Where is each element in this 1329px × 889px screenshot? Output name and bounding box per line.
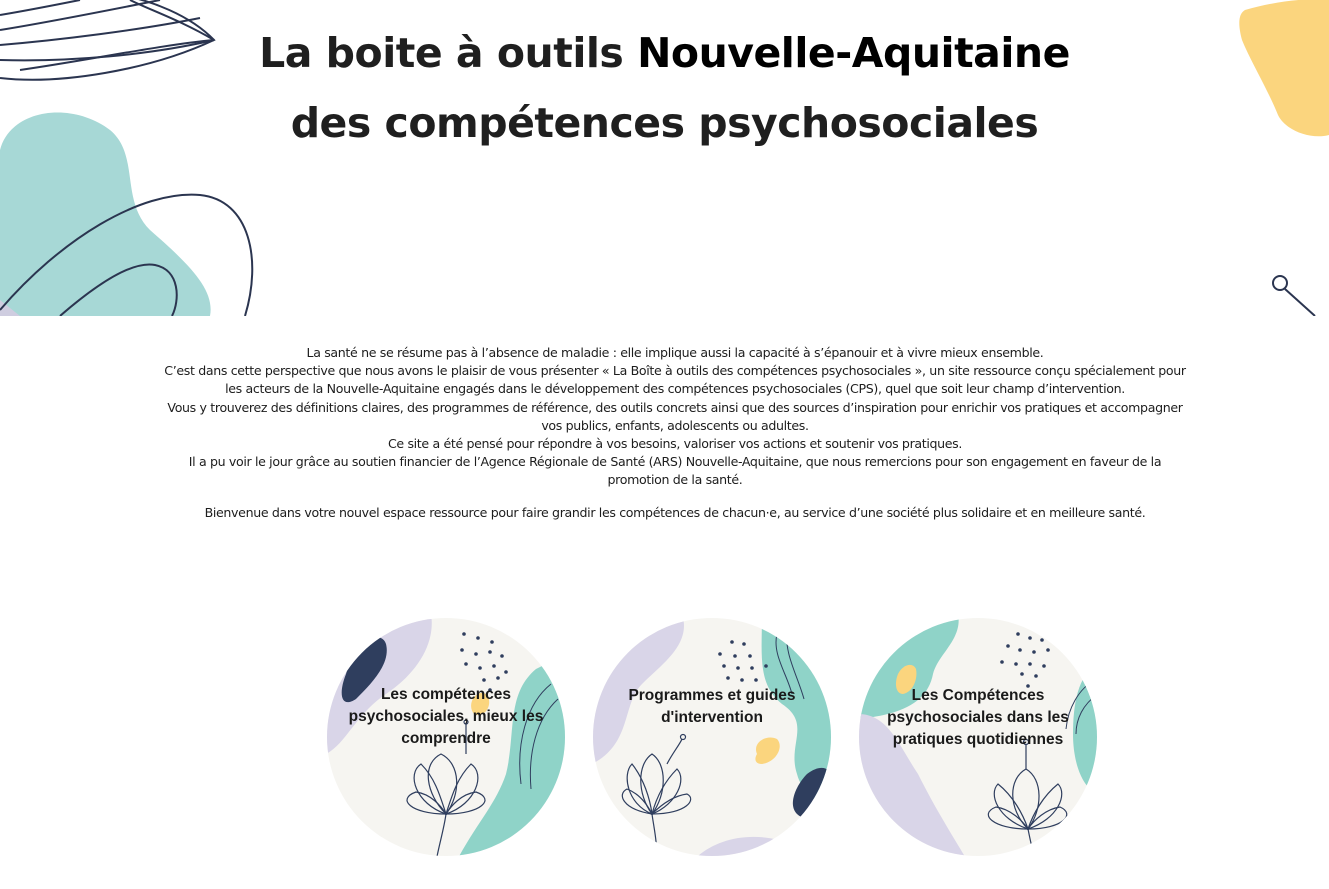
card-label-line: Les Compétences bbox=[911, 687, 1045, 704]
page-title bbox=[0, 18, 1329, 158]
card-understanding-cps[interactable] bbox=[326, 614, 566, 862]
pin-line-icon bbox=[1273, 276, 1315, 316]
intro-paragraph: Vous y trouverez des définitions claires, des programmes de référence, des outils concrets ainsi que des sources d’inspiration pour enrichir vos pratiques et accompagner vos publics, enfants, adolescents ou adultes. bbox=[167, 399, 1183, 433]
card-label-line: Programmes et guides bbox=[628, 687, 796, 704]
card-programs-guides[interactable] bbox=[592, 614, 832, 862]
card-label-line: Les compétences bbox=[380, 686, 512, 703]
card-label bbox=[592, 685, 832, 729]
card-illustration bbox=[592, 614, 832, 862]
card-label-line: d'intervention bbox=[661, 709, 763, 726]
title-part-1: La boite à outils bbox=[259, 29, 638, 77]
card-label bbox=[858, 685, 1098, 751]
card-label-line: psychosociales dans les bbox=[887, 709, 1069, 726]
card-label-line: psychosociales, mieux les bbox=[348, 708, 544, 725]
hero-banner bbox=[0, 0, 1329, 316]
welcome-paragraph: Bienvenue dans votre nouvel espace ressource pour faire grandir les compétences de chacun·e, au service d’une société plus solidaire et en meilleure santé. bbox=[204, 504, 1146, 520]
card-cps-daily-practice[interactable] bbox=[858, 614, 1098, 862]
card-label bbox=[326, 684, 566, 750]
intro-paragraph: Ce site a été pensé pour répondre à vos besoins, valoriser vos actions et soutenir vos pratiques. bbox=[387, 436, 963, 452]
intro-paragraph: La santé ne se résume pas à l’absence de maladie : elle implique aussi la capacité à s’épanouir et à vivre mieux ensemble. bbox=[306, 345, 1044, 360]
card-label-line: pratiques quotidiennes bbox=[892, 731, 1064, 748]
intro-paragraph: Il a pu voir le jour grâce au soutien financier de l’Agence Régionale de Santé (ARS) Nouvelle-Aquitaine, que nous remercions pour son engagement en faveur de la promotion de la santé. bbox=[188, 454, 1162, 488]
intro-section bbox=[160, 344, 1190, 524]
card-label-line: comprendre bbox=[401, 730, 491, 747]
intro-paragraph: C’est dans cette perspective que nous avons le plaisir de vous présenter « La Boîte à outils des compétences psychosociales », un site ressource conçu spécialement pour les acteurs de la Nouvelle-Aquitaine engagés dans le développement des compétences psychosociales (CPS), quel que soit leur champ d’intervention. bbox=[164, 363, 1186, 397]
section-cards bbox=[0, 614, 1329, 864]
title-line-2: des compétences psychosociales bbox=[290, 99, 1039, 147]
title-part-2: Nouvelle-Aquitaine bbox=[637, 29, 1070, 77]
